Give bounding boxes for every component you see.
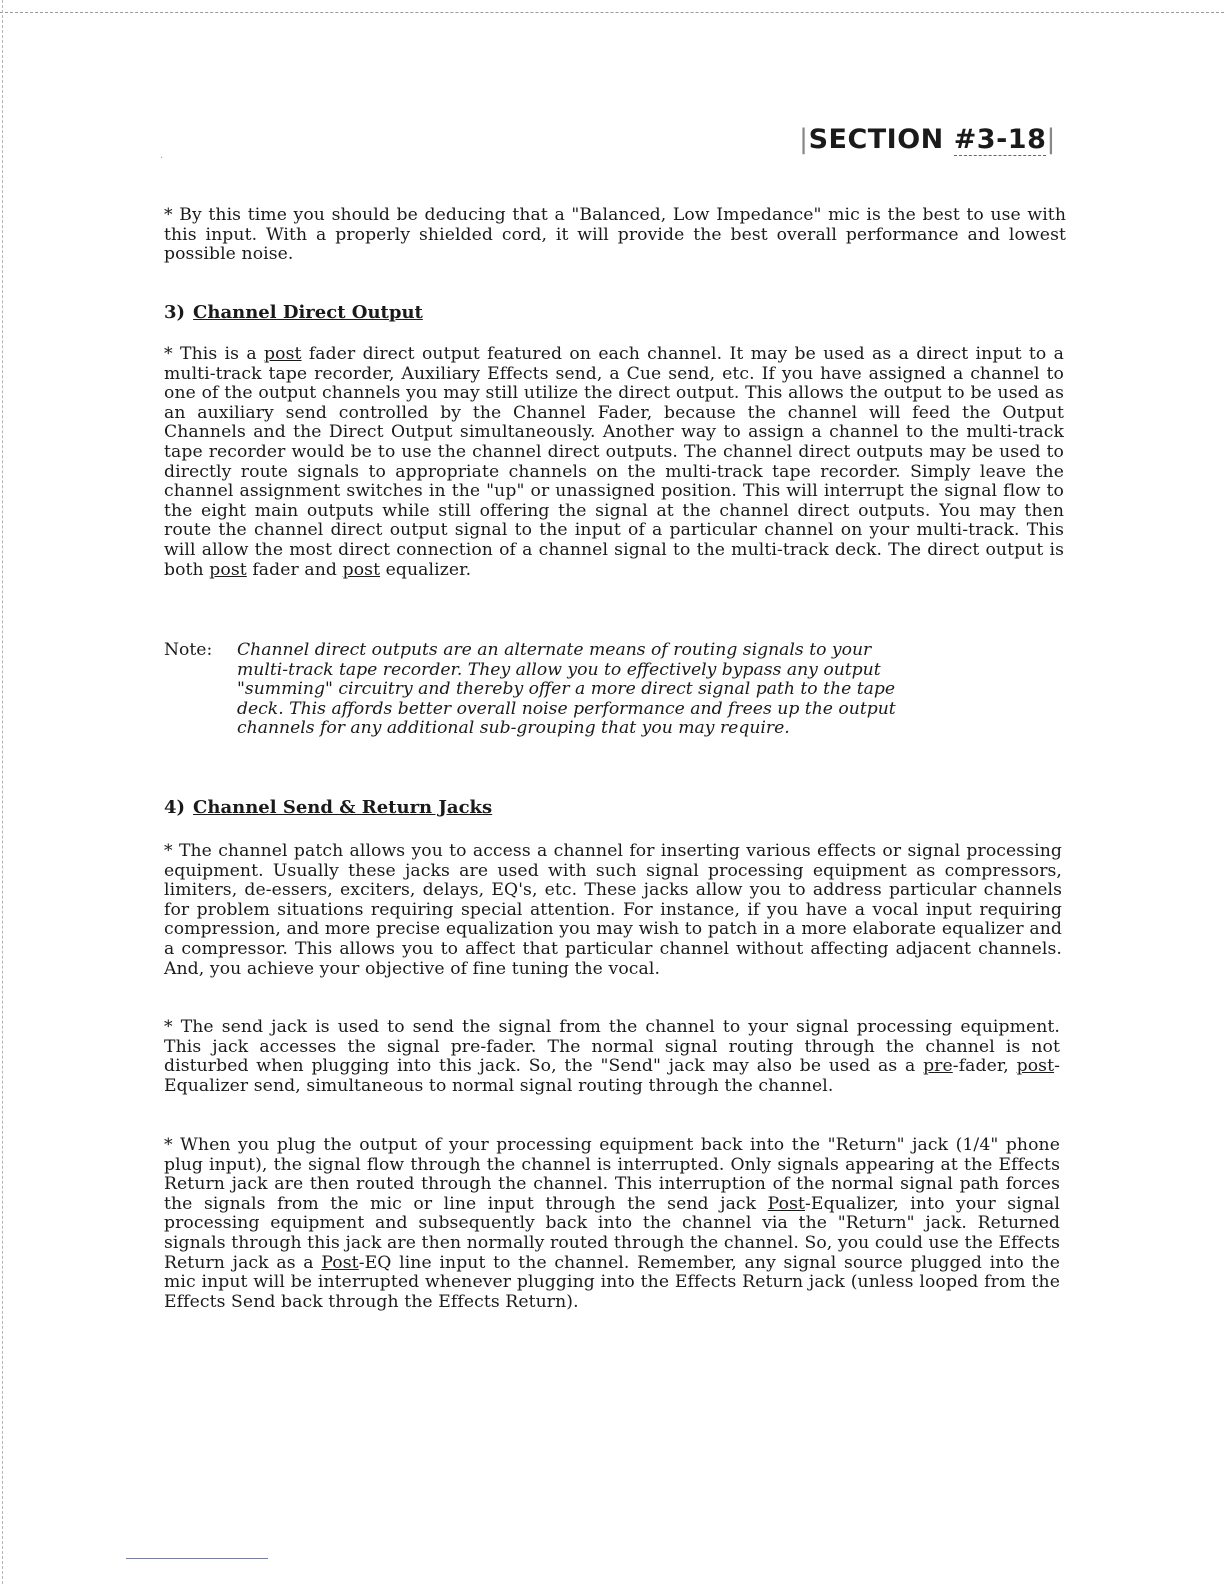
section-4-paragraph-2 [164,1018,1060,1096]
intro-paragraph: * By this time you should be deducing that a "Balanced, Low Impedance" mic is the best to use with this input. With a properly shielded cord, it will provide the best overall performance and lowest possible noise. [164,205,1066,265]
scan-mark-bottom [126,1558,268,1559]
text-run: fader and [246,559,343,580]
text-run: -Equalizer send, simultaneous to normal signal routing through the channel. [164,1056,1060,1096]
scan-edge-left [2,0,3,1584]
underlined-word: post [209,559,247,580]
scan-edge-top [0,12,1224,13]
underlined-word: post [264,344,302,364]
note-text: Channel direct outputs are an alternate means of routing signals to your multi-track tape recorder. They allow you to effectively bypass any output "summing" circuitry and thereby offer a more direct signal path to the tape deck. This affords better overall noise performance and frees up the output channels for any additional sub-grouping that you may require. [237,640,896,739]
section-3-title: Channel Direct Output [193,302,423,323]
note-label: Note: [164,640,213,660]
section-3-paragraph [164,345,1064,580]
section-3-number: 3) [164,302,186,323]
section-header: |SECTION #3-18| [798,124,1056,155]
section-4-title: Channel Send & Return Jacks [193,797,493,818]
text-run: -fader, [952,1056,1017,1077]
text-run: -Equalizer, into your signal processing equipment and subsequently back into the channel via the "Return" jack. Returned signals through this jack are then normally routed through the channel. So, you could use the Effects Return jack as a [164,1193,1060,1273]
section-4-paragraph-3 [164,1136,1060,1312]
text-run: * This is a [164,344,265,364]
section-3-note [164,641,924,739]
section-4-number: 4) [164,797,186,818]
text-run: -EQ line input to the channel. Remember, any signal source plugged into the mic input will be interrupted whenever plugging into the Effects Return jack (unless looped from the Effects Send back through the Effects Return). [164,1252,1060,1312]
underlined-word: pre [923,1056,953,1077]
text-run: equalizer. [380,559,472,580]
section-label: SECTION [808,124,944,155]
text-run: fader direct output featured on each channel. It may be used as a direct input to a multi-track tape recorder, Auxiliary Effects send, a Cue send, etc. If you have assigned a channel to one of the output channels you may still utilize the direct output. This allows the output to be used as an auxiliary send controlled by the Channel Fader, because the channel will feed the Output Channels and the Direct Output simultaneously. Another way to assign a channel to the multi-track tape recorder would be to use the channel direct outputs. The channel direct outputs may be used to directly route signals to appropriate channels on the multi-track tape recorder. Simply leave the channel assignment switches in the "up" or unassigned position. This will interrupt the signal flow to the eight main outputs while still offering the signal at the channel direct outputs. You may then route the channel direct output signal to the input of a particular channel on your multi-track. This will allow the most direct connection of a channel signal to the multi-track deck. The direct output is both [164,344,1065,580]
text-run: * The send jack is used to send the signal from the channel to your signal processing equipment. This jack accesses the signal pre-fader. The normal signal routing through the channel is not disturbed when plugging into this jack. So, the "Send" jack may also be used as a [164,1017,1060,1077]
underlined-word: Post [321,1252,359,1273]
underlined-word: Post [767,1193,806,1214]
text-run: * When you plug the output of your processing equipment back into the "Return" jack (1/4" phone plug input), the signal flow through the channel is interrupted. Only signals appearing at the Effects Return jack are then routed through the channel. This interruption of the normal signal path forces the signals from the mic or line input through the send jack [164,1135,1060,1214]
underlined-word: post [342,559,381,580]
section-number: #3-18 [953,124,1047,155]
underlined-word: post [1016,1056,1055,1077]
section-4-heading [164,797,492,818]
scan-speck: . [160,150,164,161]
section-4-paragraph-1: * The channel patch allows you to access a channel for inserting various effects or signal processing equipment. Usually these jacks are used with such signal processing equipment as compressors, limiters, de-essers, exciters, delays, EQ's, etc. These jacks allow you to address particular channels for problem situations requiring special attention. For instance, if you have a vocal input requiring compression, and more precise equalization you may wish to patch in a more elaborate equalizer and a compressor. This allows you to affect that particular channel without affecting adjacent channels. And, you achieve your objective of fine tuning the vocal. [164,841,1062,979]
section-3-heading [164,302,423,323]
